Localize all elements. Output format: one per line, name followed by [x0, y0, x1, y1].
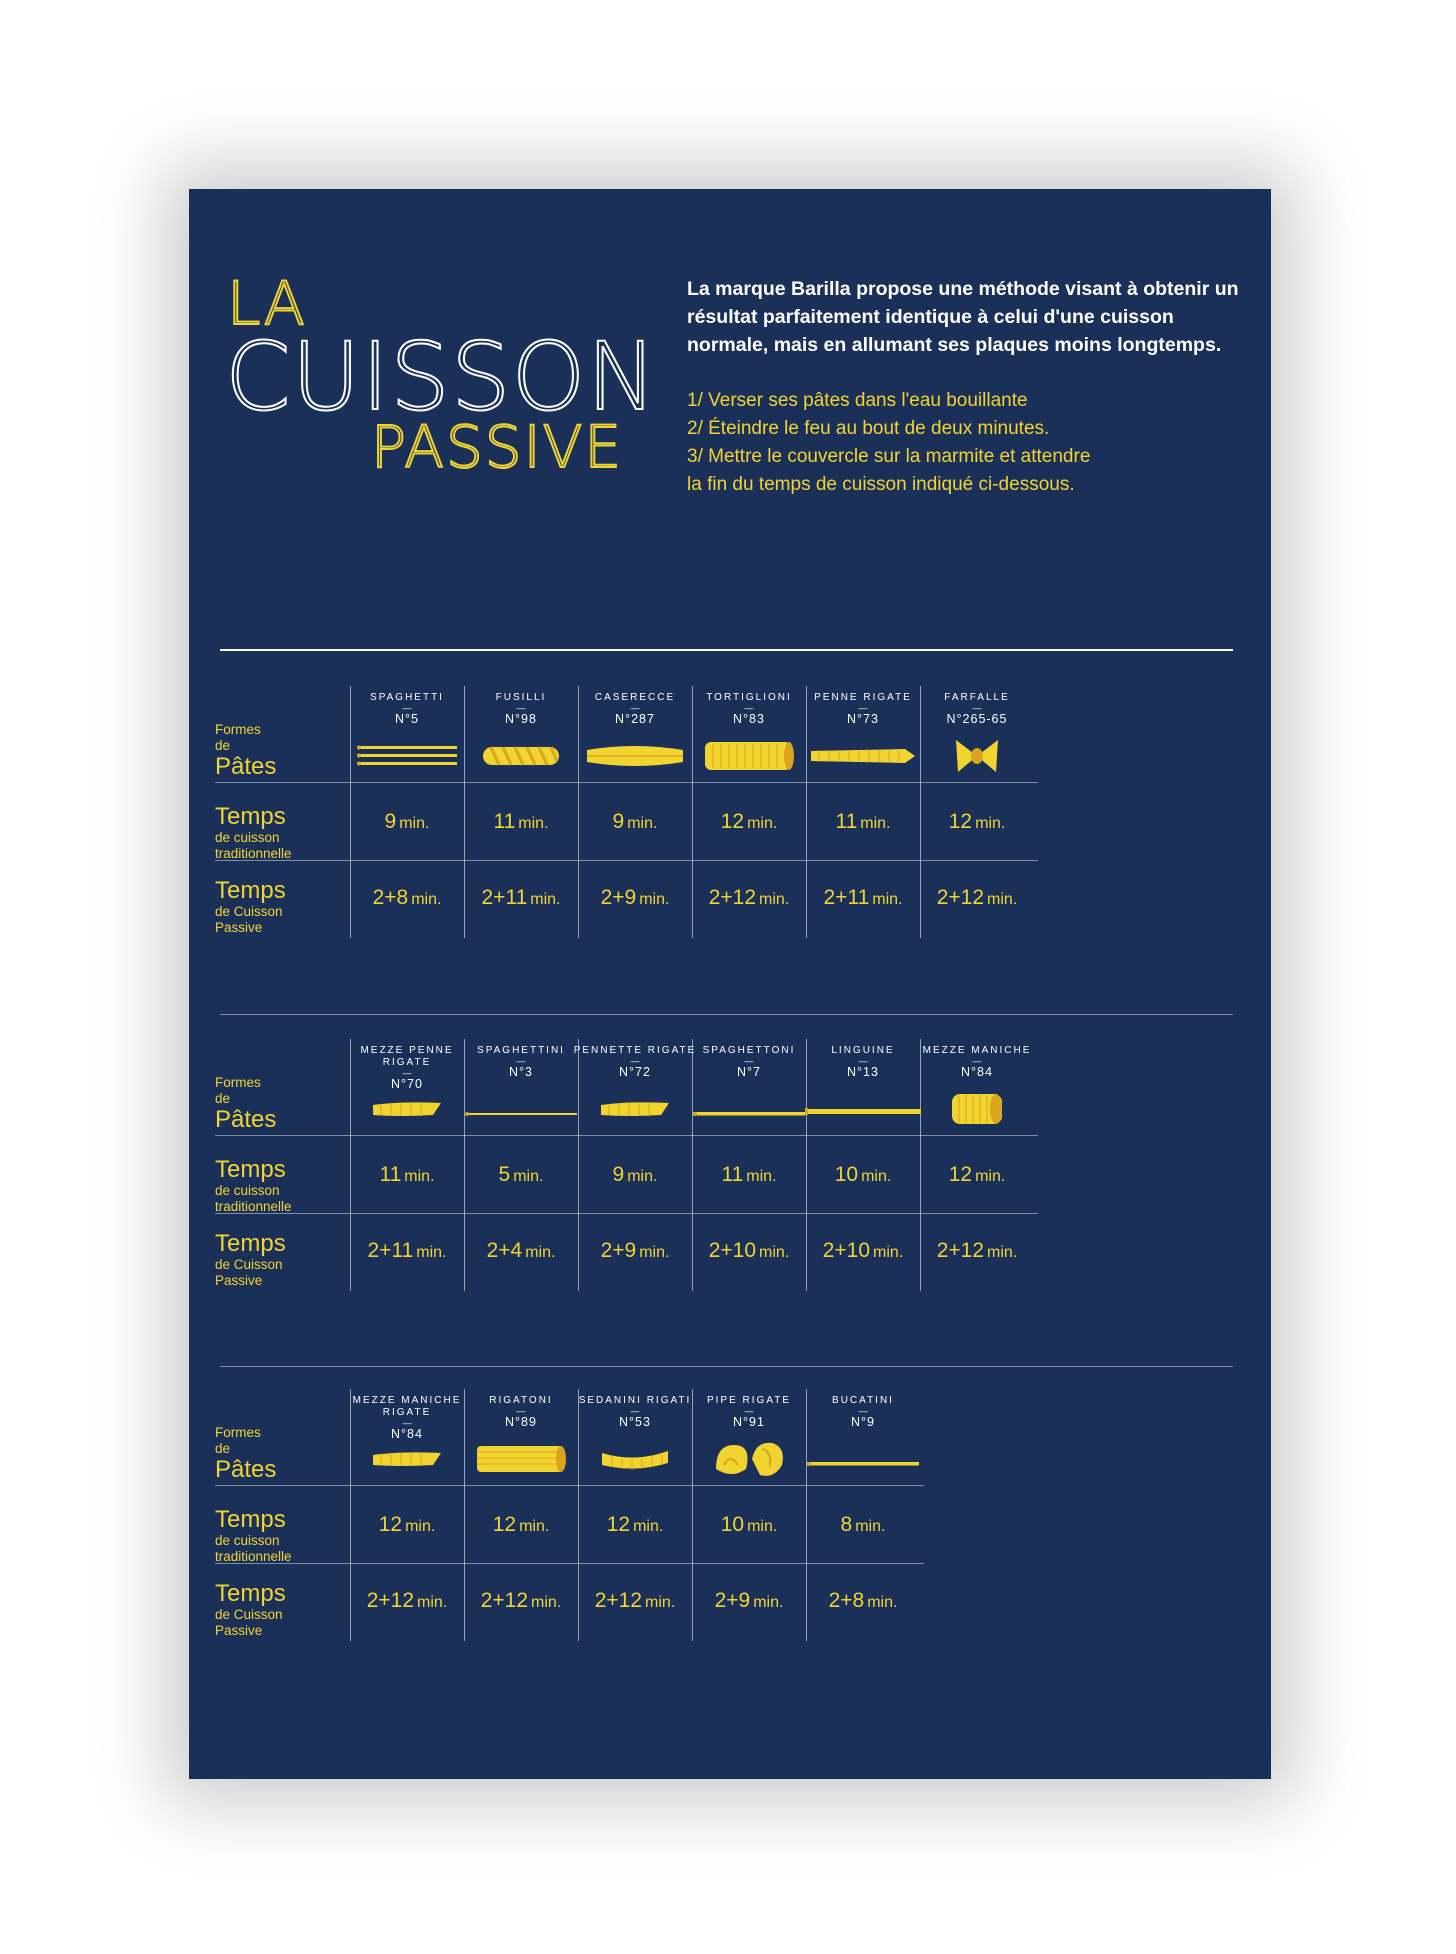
pasta-dash: —: [402, 1418, 412, 1428]
pasta-number: N°7: [737, 1065, 761, 1079]
time-value: 2+9: [714, 1589, 751, 1612]
row-label-formes-small: Formes de: [215, 1425, 261, 1456]
time-unit: min.: [416, 1244, 447, 1261]
pasta-name: CASERECCE: [594, 692, 676, 703]
time-value: 2+12: [480, 1589, 529, 1612]
time-unit: min.: [417, 1594, 448, 1611]
pasta-dash: —: [858, 1406, 868, 1416]
pasta-number: N°287: [615, 712, 655, 726]
time-value: 12: [378, 1513, 403, 1536]
time-value: 5: [498, 1163, 511, 1186]
time-unit: min.: [855, 1518, 886, 1535]
pasta-name: FUSILLI: [495, 692, 547, 703]
pasta-dash: —: [516, 703, 526, 713]
row-label-passive: [215, 1581, 286, 1639]
twist-icon: [585, 744, 685, 773]
passive-time-cell: [907, 886, 1047, 910]
time-value: 10: [834, 1163, 859, 1186]
pasta-name: FARFALLE: [944, 692, 1010, 703]
time-value: 2+11: [481, 886, 528, 909]
row-label-traditional: [215, 1507, 292, 1565]
pasta-number: N°89: [505, 1415, 537, 1429]
time-value: 12: [492, 1513, 517, 1536]
row-label-passive-small: de Cuisson Passive: [215, 1257, 283, 1288]
row-label-passive: [215, 1231, 286, 1289]
time-unit: min.: [411, 891, 442, 908]
title-line-3: PASSIVE: [371, 413, 624, 481]
table-row-divider: [215, 1213, 1038, 1214]
pasta-name: LINGUINE: [831, 1045, 895, 1056]
time-value: 2+10: [708, 1239, 757, 1262]
time-unit: min.: [873, 1244, 904, 1261]
pasta-number: N°84: [391, 1427, 423, 1441]
row-label-passive: [215, 878, 286, 936]
pasta-number: N°9: [851, 1415, 875, 1429]
pasta-dash: —: [402, 703, 412, 713]
time-value: 2+12: [366, 1589, 415, 1612]
row-label-traditional-small: de cuisson traditionnelle: [215, 1183, 292, 1214]
header-divider: [220, 649, 1233, 651]
pasta-number: N°73: [847, 712, 879, 726]
time-value: 2+11: [823, 886, 870, 909]
pasta-number: N°84: [961, 1065, 993, 1079]
curved-tube-icon: [600, 1447, 670, 1476]
pasta-number: N°53: [619, 1415, 651, 1429]
table-row-divider: [215, 860, 1038, 861]
bow-icon: [954, 738, 1000, 779]
pasta-dash: —: [630, 1406, 640, 1416]
traditional-time-cell: [793, 1513, 933, 1537]
step-1: 1/ Verser ses pâtes dans l'eau bouillante: [687, 390, 1028, 411]
row-label-passive-big: Temps: [215, 877, 286, 904]
pasta-name: SPAGHETTI: [370, 692, 444, 703]
pasta-name: SEDANINI RIGATI: [578, 1395, 692, 1406]
row-label-traditional: [215, 1157, 292, 1215]
pasta-name: MEZZE PENNE RIGATE: [360, 1045, 454, 1068]
pasta-dash: —: [516, 1056, 526, 1066]
pasta-dash: —: [858, 703, 868, 713]
pasta-number: N°91: [733, 1415, 765, 1429]
time-value: 2+8: [828, 1589, 865, 1612]
table-row-divider: [215, 1563, 924, 1564]
time-unit: min.: [860, 815, 891, 832]
time-unit: min.: [513, 1168, 544, 1185]
time-unit: min.: [747, 1518, 778, 1535]
pasta-number: N°98: [505, 712, 537, 726]
time-value: 12: [606, 1513, 631, 1536]
time-unit: min.: [987, 891, 1018, 908]
pasta-dash: —: [516, 1406, 526, 1416]
steps-list: [687, 387, 1247, 499]
small-penne-icon: [371, 1449, 443, 1474]
time-value: 9: [612, 810, 625, 833]
pasta-header: [907, 1045, 1047, 1080]
pasta-name: BUCATINI: [832, 1395, 894, 1406]
flat-line-icon: [805, 1104, 921, 1122]
small-penne-icon: [371, 1099, 443, 1124]
pasta-name: TORTIGLIONI: [706, 692, 792, 703]
time-value: 2+11: [367, 1239, 414, 1262]
pasta-header: [907, 692, 1047, 727]
time-unit: min.: [399, 815, 430, 832]
row-label-traditional-big: Temps: [215, 1506, 286, 1533]
pasta-name: PENNE RIGATE: [814, 692, 912, 703]
time-unit: min.: [531, 1594, 562, 1611]
time-value: 2+10: [822, 1239, 871, 1262]
pasta-name: MEZZE MANICHE: [922, 1045, 1032, 1056]
time-unit: min.: [747, 815, 778, 832]
time-unit: min.: [627, 1168, 658, 1185]
row-label-formes-big: Pâtes: [215, 1106, 277, 1133]
time-unit: min.: [404, 1168, 435, 1185]
pasta-header: [793, 1395, 933, 1430]
intro-text: La marque Barilla propose une méthode visant à obtenir un résultat parfaitement identique à celui d'une cuisson normale, mais en allumant ses plaques moins longtemps.: [687, 278, 1239, 356]
time-value: 11: [493, 810, 516, 833]
passive-time-cell: [907, 1239, 1047, 1263]
row-label-formes: [215, 1425, 276, 1483]
pasta-dash: —: [744, 1056, 754, 1066]
time-unit: min.: [759, 891, 790, 908]
time-unit: min.: [627, 815, 658, 832]
pasta-dash: —: [744, 703, 754, 713]
time-value: 2+12: [594, 1589, 643, 1612]
thin-line-icon: [465, 1105, 577, 1123]
time-unit: min.: [639, 1244, 670, 1261]
pasta-dash: —: [402, 1068, 412, 1078]
row-label-formes-big: Pâtes: [215, 1456, 277, 1483]
poster: [189, 189, 1271, 1779]
time-value: 9: [612, 1163, 625, 1186]
table-row-divider: [215, 1135, 1038, 1136]
pasta-name: PENNETTE RIGATE: [573, 1045, 697, 1056]
time-unit: min.: [753, 1594, 784, 1611]
row-label-formes-small: Formes de: [215, 1075, 261, 1106]
pasta-number: N°70: [391, 1077, 423, 1091]
row-label-passive-big: Temps: [215, 1230, 286, 1257]
title-line-1: LA: [227, 269, 307, 339]
small-penne-icon: [599, 1099, 671, 1124]
tube-icon: [703, 740, 795, 777]
line-icon: [807, 1455, 919, 1473]
time-value: 12: [948, 1163, 973, 1186]
time-unit: min.: [987, 1244, 1018, 1261]
row-label-traditional-big: Temps: [215, 1156, 286, 1183]
pasta-number: N°265-65: [946, 712, 1008, 726]
time-unit: min.: [759, 1244, 790, 1261]
row-label-traditional: [215, 804, 292, 862]
step-4: la fin du temps de cuisson indiqué ci-dessous.: [687, 474, 1075, 495]
pasta-number: N°83: [733, 712, 765, 726]
time-unit: min.: [975, 815, 1006, 832]
time-unit: min.: [867, 1594, 898, 1611]
wide-tube-icon: [475, 1444, 567, 1479]
shell-icon: [712, 1439, 786, 1484]
pasta-name: SPAGHETTONI: [702, 1045, 796, 1056]
pasta-number: N°13: [847, 1065, 879, 1079]
pasta-dash: —: [972, 703, 982, 713]
time-value: 8: [840, 1513, 853, 1536]
step-2: 2/ Éteindre le feu au bout de deux minutes.: [687, 418, 1050, 439]
time-unit: min.: [530, 891, 561, 908]
time-value: 11: [835, 810, 858, 833]
row-label-traditional-big: Temps: [215, 803, 286, 830]
time-value: 12: [948, 810, 973, 833]
time-value: 12: [720, 810, 745, 833]
lines-icon: [357, 743, 457, 774]
penne-icon: [809, 745, 917, 772]
section-divider-1: [220, 1014, 1233, 1015]
time-value: 2+12: [936, 1239, 985, 1262]
traditional-time-cell: [907, 810, 1047, 834]
time-unit: min.: [639, 891, 670, 908]
short-tube-icon: [950, 1090, 1004, 1133]
section-divider-2: [220, 1366, 1233, 1367]
time-unit: min.: [405, 1518, 436, 1535]
time-value: 10: [720, 1513, 745, 1536]
time-unit: min.: [872, 891, 903, 908]
pasta-dash: —: [858, 1056, 868, 1066]
pasta-dash: —: [744, 1406, 754, 1416]
row-label-passive-small: de Cuisson Passive: [215, 1607, 283, 1638]
time-value: 2+4: [486, 1239, 523, 1262]
time-unit: min.: [519, 1518, 550, 1535]
table-row-divider: [215, 782, 1038, 783]
pasta-name: MEZZE MANICHE RIGATE: [352, 1395, 462, 1418]
title-line-2: CUISSON: [225, 323, 658, 432]
pasta-dash: —: [972, 1056, 982, 1066]
step-3: 3/ Mettre le couvercle sur la marmite et attendre: [687, 446, 1091, 467]
row-label-passive-big: Temps: [215, 1580, 286, 1607]
pasta-dash: —: [630, 1056, 640, 1066]
row-label-traditional-small: de cuisson traditionnelle: [215, 830, 292, 861]
traditional-time-cell: [907, 1163, 1047, 1187]
time-value: 2+9: [600, 886, 637, 909]
time-value: 2+12: [708, 886, 757, 909]
time-value: 9: [384, 810, 397, 833]
time-value: 2+9: [600, 1239, 637, 1262]
pasta-name: PIPE RIGATE: [706, 1395, 792, 1406]
time-value: 2+8: [372, 886, 409, 909]
row-label-formes: [215, 722, 276, 780]
time-unit: min.: [746, 1168, 777, 1185]
time-value: 11: [379, 1163, 402, 1186]
spiral-icon: [481, 743, 561, 774]
time-value: 2+12: [936, 886, 985, 909]
pasta-number: N°5: [395, 712, 419, 726]
pasta-number: N°72: [619, 1065, 651, 1079]
time-unit: min.: [518, 815, 549, 832]
row-label-formes: [215, 1075, 276, 1133]
passive-time-cell: [793, 1589, 933, 1613]
row-label-traditional-small: de cuisson traditionnelle: [215, 1533, 292, 1564]
pasta-name: RIGATONI: [489, 1395, 553, 1406]
row-label-formes-small: Formes de: [215, 722, 261, 753]
time-unit: min.: [525, 1244, 556, 1261]
table-row-divider: [215, 1485, 924, 1486]
time-unit: min.: [975, 1168, 1006, 1185]
time-unit: min.: [645, 1594, 676, 1611]
pasta-dash: —: [630, 703, 640, 713]
time-unit: min.: [861, 1168, 892, 1185]
time-value: 11: [721, 1163, 744, 1186]
time-unit: min.: [633, 1518, 664, 1535]
pasta-number: N°3: [509, 1065, 533, 1079]
line-icon: [693, 1105, 805, 1123]
row-label-formes-big: Pâtes: [215, 753, 277, 780]
pasta-name: SPAGHETTINI: [477, 1045, 565, 1056]
row-label-passive-small: de Cuisson Passive: [215, 904, 283, 935]
